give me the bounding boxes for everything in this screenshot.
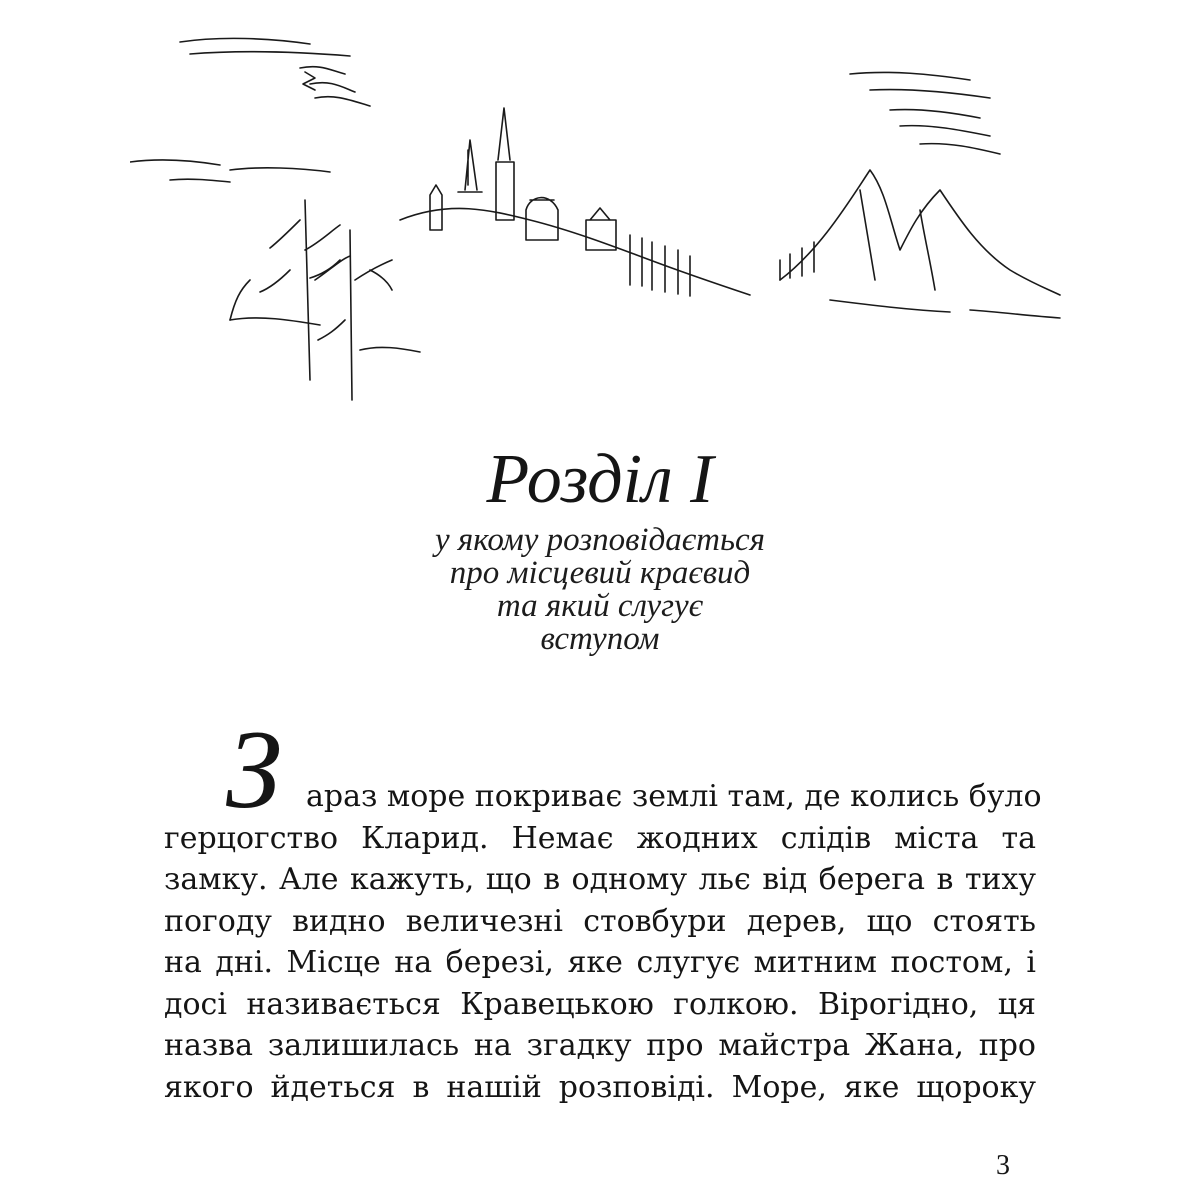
body-line: погоду видно величезні стовбури дерев, що стоять — [164, 903, 1036, 939]
subtitle-line: та який слугує — [496, 588, 704, 624]
body-line: герцогство Кларид. Немає жодних слідів міста та — [164, 820, 1036, 856]
body-line: досі називається Кравецькою голкою. Вірогідно, ця — [164, 986, 1036, 1022]
drop-cap: З — [226, 708, 282, 832]
chapter-subtitle — [0, 524, 1200, 656]
chapter-title: Розділ I — [486, 441, 714, 518]
subtitle-line: про місцевий краєвид — [449, 555, 751, 591]
subtitle-line: вступом — [540, 621, 660, 657]
body-line: назва залишилась на згадку про майстра Жана, про — [164, 1028, 1036, 1063]
page-number: 3 — [996, 1150, 1010, 1181]
body-line: замку. Але кажуть, що в одному льє від берега в тиху — [164, 862, 1036, 897]
landscape-sketch-icon — [130, 20, 1070, 420]
body-line: араз море покриває землі там, де колись було — [306, 779, 1042, 814]
body-line: якого йдеться в нашій розповіді. Море, яке щороку — [164, 1069, 1036, 1105]
body-text — [164, 776, 1042, 1108]
body-line: на дні. Місце на березі, яке слугує митним постом, і — [164, 945, 1036, 980]
subtitle-line: у якому розповідається — [435, 522, 765, 558]
